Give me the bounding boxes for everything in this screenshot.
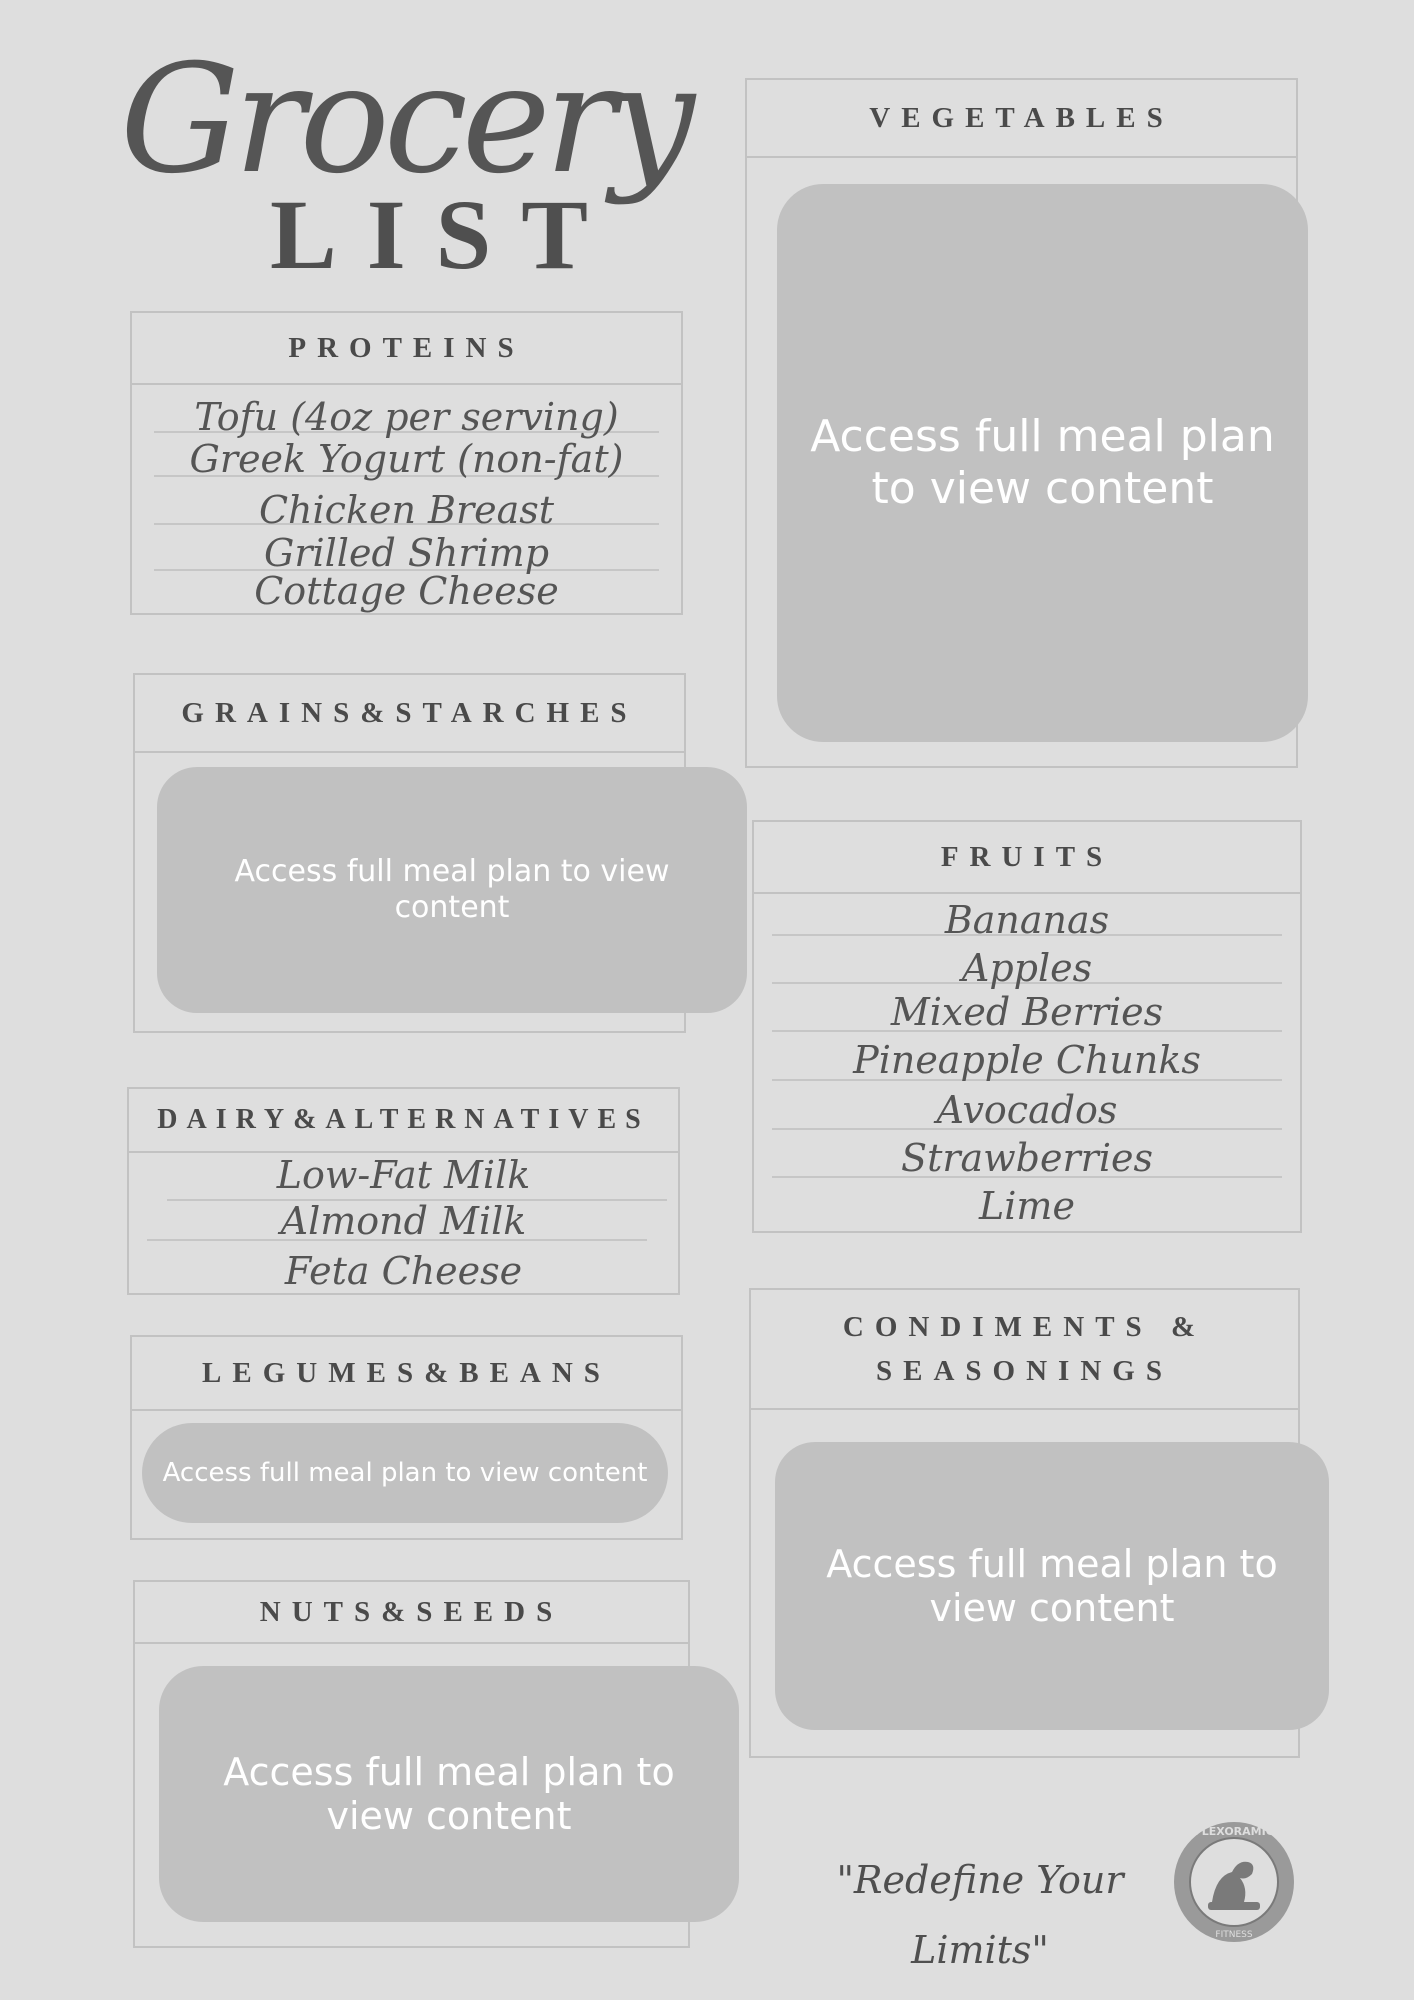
content-placeholder xyxy=(775,1442,1329,1730)
content-placeholder xyxy=(157,767,747,1013)
grains-heading: GRAINS&STARCHES xyxy=(135,675,684,753)
fruits-heading: FRUITS xyxy=(754,822,1300,894)
proteins-heading: PROTEINS xyxy=(132,313,681,385)
content-placeholder xyxy=(159,1666,739,1922)
condiments-heading-line1: CONDIMENTS & xyxy=(842,1311,1207,1343)
placeholder-text: Access full meal plan to view content xyxy=(162,1458,648,1488)
flexed-arm-icon xyxy=(1172,1820,1296,1944)
list-item: Cottage Cheese xyxy=(254,569,559,613)
list-item: Greek Yogurt (non-fat) xyxy=(189,437,624,481)
placeholder-text: Access full meal plan to view content xyxy=(234,854,670,925)
dairy-section xyxy=(127,1087,680,1295)
nuts-section xyxy=(133,1580,690,1948)
list-item: Pineapple Chunks xyxy=(853,1038,1201,1082)
condiments-heading xyxy=(751,1290,1298,1410)
list-item: Tofu (4oz per serving) xyxy=(194,395,619,439)
legumes-section xyxy=(130,1335,683,1540)
list-item: Low-Fat Milk xyxy=(276,1153,531,1197)
vegetables-heading: VEGETABLES xyxy=(747,80,1296,158)
list-item: Apples xyxy=(961,946,1093,990)
proteins-section xyxy=(130,311,683,615)
dairy-heading: DAIRY&ALTERNATIVES xyxy=(129,1089,678,1153)
svg-text:FLEXORAMIC: FLEXORAMIC xyxy=(1194,1825,1274,1838)
condiments-section xyxy=(749,1288,1300,1758)
list-item: Feta Cheese xyxy=(284,1249,523,1293)
fruits-section xyxy=(752,820,1302,1233)
svg-text:2024: 2024 xyxy=(1258,1880,1276,1888)
placeholder-text: Access full meal plan to view content xyxy=(810,411,1275,514)
placeholder-text: Access full meal plan to view content xyxy=(826,1542,1278,1630)
content-placeholder xyxy=(777,184,1308,742)
svg-text:EST: EST xyxy=(1194,1880,1208,1888)
legumes-heading: LEGUMES&BEANS xyxy=(132,1337,681,1411)
slogan: "Redefine Your Limits" xyxy=(836,1858,1124,1972)
brand-logo xyxy=(1172,1820,1296,1944)
title-script: Grocery xyxy=(120,33,690,207)
nuts-heading: NUTS&SEEDS xyxy=(135,1582,688,1644)
list-item: Bananas xyxy=(944,898,1110,942)
list-item: Almond Milk xyxy=(280,1199,527,1243)
grains-section xyxy=(133,673,686,1033)
list-item: Mixed Berries xyxy=(890,990,1164,1034)
placeholder-text: Access full meal plan to view content xyxy=(223,1750,675,1838)
svg-text:FITNESS: FITNESS xyxy=(1215,1930,1253,1940)
list-item: Strawberries xyxy=(901,1136,1153,1180)
vegetables-section xyxy=(745,78,1298,768)
list-item: Avocados xyxy=(936,1088,1118,1132)
content-placeholder xyxy=(142,1423,668,1523)
list-item: Grilled Shrimp xyxy=(263,531,550,575)
title-block: LIST xyxy=(270,179,618,290)
list-item: Lime xyxy=(979,1184,1075,1228)
list-item: Chicken Breast xyxy=(258,488,555,532)
condiments-heading-line2: SEASONINGS xyxy=(876,1355,1173,1387)
